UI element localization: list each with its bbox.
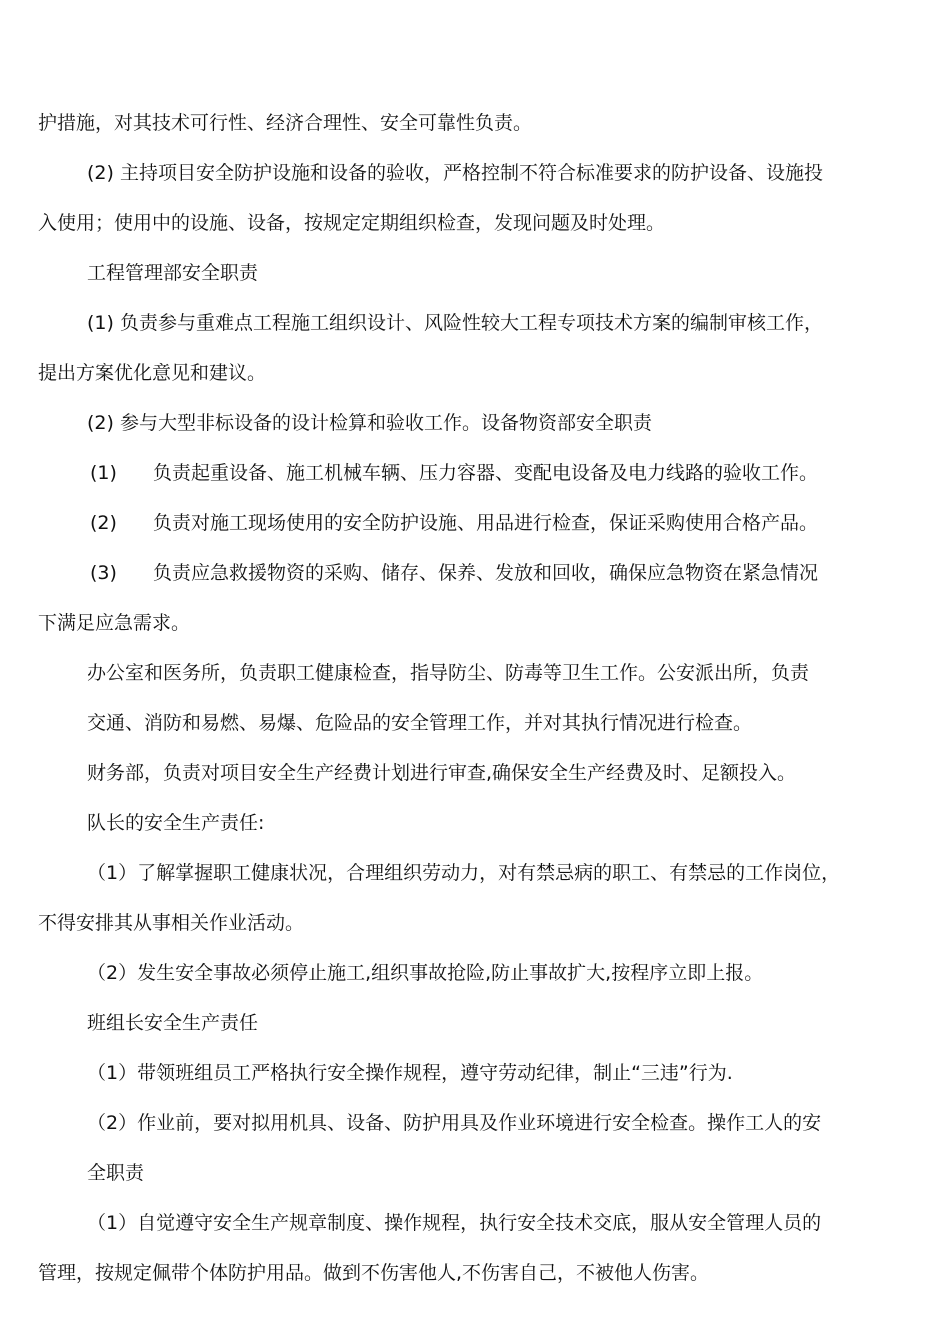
section-heading-engineering: 工程管理部安全职责 (87, 262, 259, 284)
list-marker-3: (3) (90, 562, 117, 584)
text-line-17: 不得安排其从事相关作业活动。 (38, 912, 305, 934)
text-line-20: （1）带领班组员工严格执行安全操作规程，遵守劳动纪律，制止“三违”行为. (87, 1062, 733, 1084)
text-line-6: 提出方案优化意见和建议。 (38, 362, 267, 384)
text-line-24: 管理，按规定佩带个体防护用品。做到不伤害他人,不伤害自己，不被他人伤害。 (38, 1262, 710, 1284)
text-line-5: (1) 负责参与重难点工程施工组织设计、风险性较大工程专项技术方案的编制审核工作， (87, 312, 823, 334)
text-line-22: 全职责 (87, 1162, 145, 1184)
text-line-7: (2) 参与大型非标设备的设计检算和验收工作。设备物资部安全职责 (87, 412, 652, 434)
text-line-1: 护措施，对其技术可行性、经济合理性、安全可靠性负责。 (38, 112, 533, 134)
text-line-2: (2) 主持项目安全防护设施和设备的验收，严格控制不符合标准要求的防护设备、设施投 (87, 162, 823, 184)
text-line-10: 负责应急救援物资的采购、储存、保养、发放和回收，确保应急物资在紧急情况 (153, 562, 819, 584)
text-line-11: 下满足应急需求。 (38, 612, 191, 634)
text-line-18: （2）发生安全事故必须停止施工,组织事故抢险,防止事故扩大,按程序立即上报。 (87, 962, 764, 984)
text-line-13: 交通、消防和易燃、易爆、危险品的安全管理工作，并对其执行情况进行检查。 (87, 712, 753, 734)
list-marker-2: (2) (90, 512, 117, 534)
text-line-9: 负责对施工现场使用的安全防护设施、用品进行检查，保证采购使用合格产品。 (153, 512, 819, 534)
text-line-16: （1）了解掌握职工健康状况，合理组织劳动力，对有禁忌病的职工、有禁忌的工作岗位， (87, 862, 841, 884)
text-line-23: （1）自觉遵守安全生产规章制度、操作规程，执行安全技术交底，服从安全管理人员的 (87, 1212, 822, 1234)
text-line-3: 入使用；使用中的设施、设备，按规定定期组织检查，发现问题及时处理。 (38, 212, 666, 234)
list-marker-1: (1) (90, 462, 117, 484)
text-line-14: 财务部，负责对项目安全生产经费计划进行审查,确保安全生产经费及时、足额投入。 (87, 762, 797, 784)
text-line-8: 负责起重设备、施工机械车辆、压力容器、变配电设备及电力线路的验收工作。 (153, 462, 819, 484)
section-heading-team-leader: 班组长安全生产责任 (87, 1012, 259, 1034)
text-line-12: 办公室和医务所，负责职工健康检查，指导防尘、防毒等卫生工作。公安派出所，负责 (87, 662, 810, 684)
text-line-21: （2）作业前，要对拟用机具、设备、防护用具及作业环境进行安全检查。操作工人的安 (87, 1112, 822, 1134)
section-heading-captain: 队长的安全生产责任: (87, 812, 265, 834)
